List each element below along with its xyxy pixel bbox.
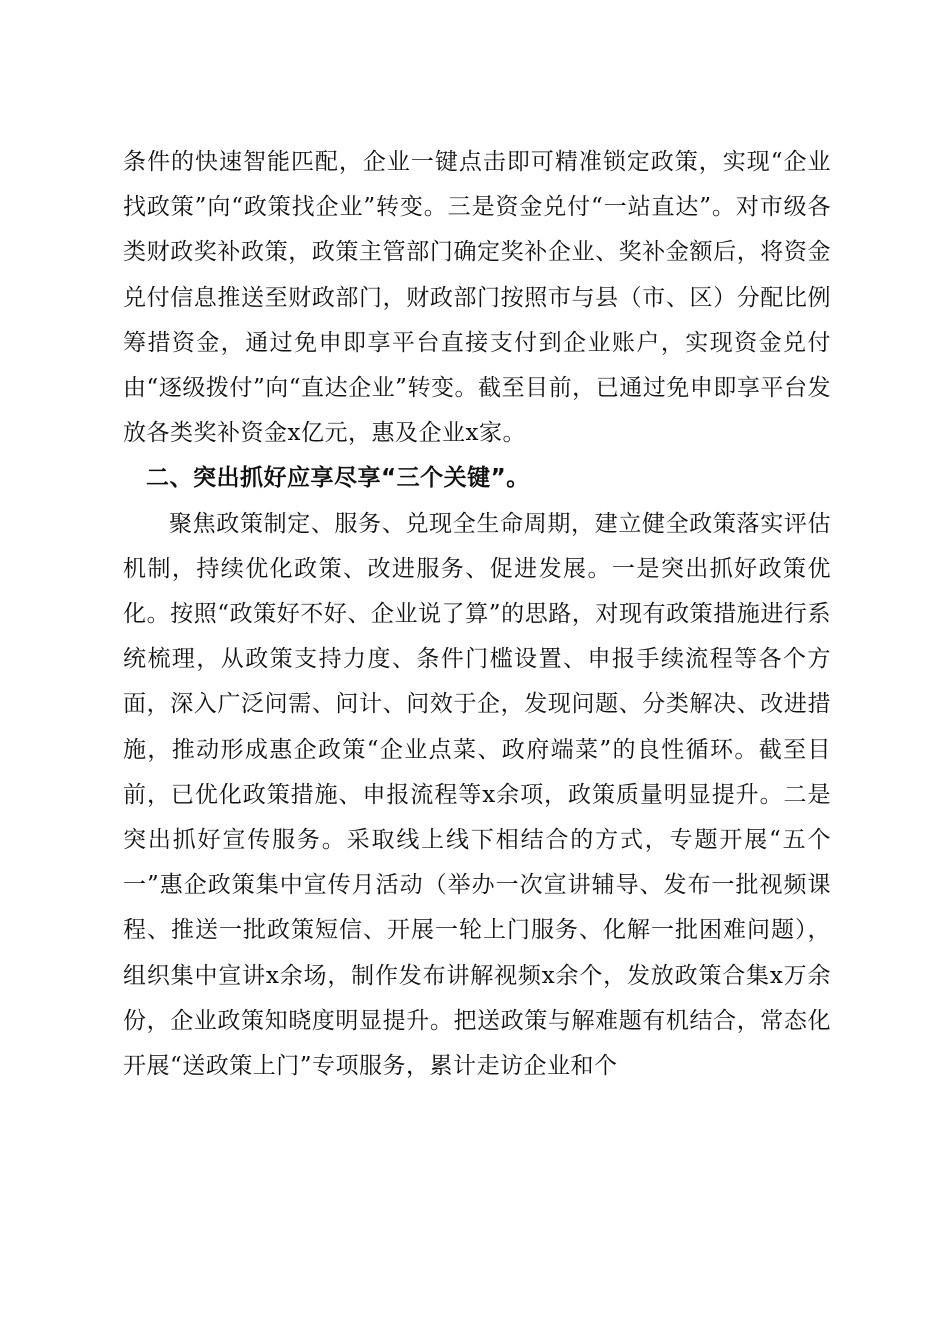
body-paragraph: 聚焦政策制定、服务、兑现全生命周期，建立健全政策落实评估机制，持续优化政策、改进服务、促进发展。一是突出抓好政策优化。按照“政策好不好、企业说了算”的思路，对现有政策措施进行系统梳理，从政策支持力度、条件门槛设置、申报手续流程等各个方面，深入广泛问需、问计、问效于企，发现问题、分类解决、改进措施，推动形成惠企政策“企业点菜、政府端菜”的良性循环。截至目前，已优化政策措施、申报流程等x余项，政策质量明显提升。二是突出抓好宣传服务。采取线上线下相结合的方式，专题开展“五个一”惠企政策集中宣传月活动（举办一次宣讲辅导、发布一批视频课程、推送一批政策短信、开展一轮上门服务、化解一批困难问题），组织集中宣讲x余场，制作发布讲解视频x余个，发放政策合集x万余份，企业政策知晓度明显提升。把送政策与解难题有机结合，常态化开展“送政策上门”专项服务，累计走访企业和个 [123, 510, 831, 1080]
body-paragraph: 条件的快速智能匹配，企业一键点击即可精准锁定政策，实现“企业找政策”向“政策找企业”转变。三是资金兑付“一站直达”。对市级各类财政奖补政策，政策主管部门确定奖补企业、奖补金额后，将资金兑付信息推送至财政部门，财政部门按照市与县（市、区）分配比例筹措资金，通过免申即享平台直接支付到企业账户，实现资金兑付由“逐级拨付”向“直达企业”转变。截至目前，已通过免申即享平台发放各类奖补资金x亿元，惠及企业x家。 [123, 149, 831, 447]
section-heading: 二、突出抓好应享尽享“三个关键”。 [146, 465, 530, 492]
document-body [123, 140, 831, 1089]
